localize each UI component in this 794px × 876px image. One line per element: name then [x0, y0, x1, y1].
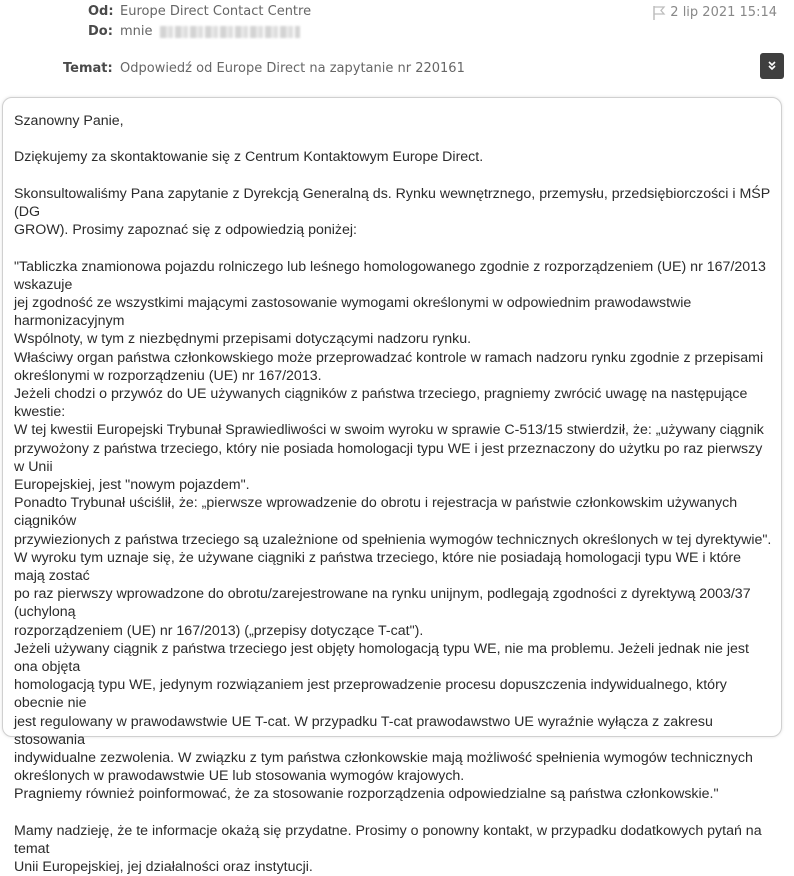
closing-line: Mamy nadzieję, że te informacje okażą się przydatne. Prosimy o ponowny kontakt, w przypadku dodatkowych pytań na temat	[14, 822, 762, 858]
message-date: 2 lip 2021 15:14	[670, 5, 777, 20]
greeting: Szanowny Panie,	[14, 113, 124, 129]
consulted-line: Skonsultowaliśmy Pana zapytanie z Dyrekcją Generalną ds. Rynku wewnętrznego, przemysłu, przedsiębiorczości i MŚP (DG	[14, 185, 770, 220]
closing-line: Unii Europejskiej, jej działalności oraz instytucji.	[14, 859, 313, 876]
thanks-paragraph: Dziękujemy za skontaktowanie się z Centrum Kontaktowym Europe Direct.	[14, 149, 484, 166]
quote-line: "Tabliczka znamionowa pojazdu rolniczego lub leśnego homologowanego zgodnie z rozporządzeniem (UE) nr 167/2013 wskazuje	[14, 258, 766, 293]
quote-line: przywiezionych z państwa trzeciego są uzależnione od spełnienia wymogów technicznych określonych w tej dyrektywie".	[14, 531, 772, 548]
quote-line: przywożony z państwa trzeciego, który nie posiada homologacji typu WE i jest przeznaczony do użytku po raz pierwszy w Unii	[14, 440, 763, 475]
flag-icon[interactable]	[652, 5, 666, 21]
quote-line: Europejskiej, jest "nowym pojazdem".	[14, 477, 250, 494]
quote-line: określonych w prawodawstwie UE lub stosowania wymogów krajowych.	[14, 768, 465, 785]
recipient-name[interactable]: mnie	[120, 24, 153, 39]
to-label: Do:	[88, 24, 113, 39]
quote-line: indywidualne zezwolenia. W związku z tym państwa członkowskie mają możliwość spełnienia wymogów technicznych	[14, 750, 753, 767]
quote-line: Jeżeli chodzi o przywóz do UE używanych ciągników z państwa trzeciego, pragniemy zwrócić uwagę na następujące kwestie:	[14, 386, 748, 421]
from-label: Od:	[88, 4, 114, 19]
quote-line: Właściwy organ państwa członkowskiego może przeprowadzać kontrole w ramach nadzoru rynku zgodnie z przepisami	[14, 349, 764, 366]
consulted-line: GROW). Prosimy zapoznać się z odpowiedzią poniżej:	[14, 222, 358, 239]
quote-line: jest regulowany w prawodawstwie UE T-cat. W przypadku T-cat prawodawstwo UE wyraźnie wyłącza z zakresu stosowania	[14, 713, 713, 748]
quote-line: jej zgodność ze wszystkimi mającymi zastosowanie wymogami określonymi w odpowiednim prawodawstwie harmonizacyjnym	[14, 294, 692, 330]
redacted-email	[160, 26, 300, 38]
quote-line: określonymi w rozporządzeniu (UE) nr 167/2013.	[14, 367, 322, 384]
quote-line: W wyroku tym uznaje się, że używane ciągniki z państwa trzeciego, które nie posiadają homologacji typu WE i które mają zostać	[14, 549, 742, 585]
subject-label: Temat:	[63, 61, 113, 76]
subject-text: Odpowiedź od Europe Direct na zapytanie nr 220161	[120, 61, 465, 76]
message-body	[14, 112, 774, 876]
quote-line: Jeżeli używany ciągnik z państwa trzeciego jest objęty homologacją typu WE, nie ma problemu. Jeżeli jednak nie jest ona objęta	[14, 640, 749, 676]
quote-line: Pragniemy również poinformować, że za stosowanie rozporządzenia odpowiedzialne są państwa członkowskie."	[14, 786, 719, 803]
quote-line: Ponadto Trybunał uściślił, że: „pierwsze wprowadzenie do obrotu i rejestracja w państwie członkowskim używanych ciągników	[14, 495, 738, 530]
quote-line: W tej kwestii Europejski Trybunał Sprawiedliwości w swoim wyroku w sprawie C-513/15 stwierdził, że: „używany ciągnik	[14, 422, 764, 439]
message-actions-button[interactable]	[760, 53, 784, 79]
quote-line: po raz pierwszy wprowadzone do obrotu/zarejestrowane na rynku unijnym, podlegają zgodności z dyrektywą 2003/37 (uchyloną	[14, 586, 751, 621]
sender-name[interactable]: Europe Direct Contact Centre	[120, 4, 312, 19]
quote-line: rozporządzeniem (UE) nr 167/2013) („przepisy dotyczące T-cat").	[14, 622, 424, 639]
quote-line: homologacją typu WE, jedynym rozwiązaniem jest przeprowadzenie procesu dopuszczenia indywidualnego, który obecnie nie	[14, 677, 727, 712]
quote-line: Wspólnoty, w tym z niezbędnymi przepisami dotyczącymi nadzoru rynku.	[14, 331, 472, 348]
